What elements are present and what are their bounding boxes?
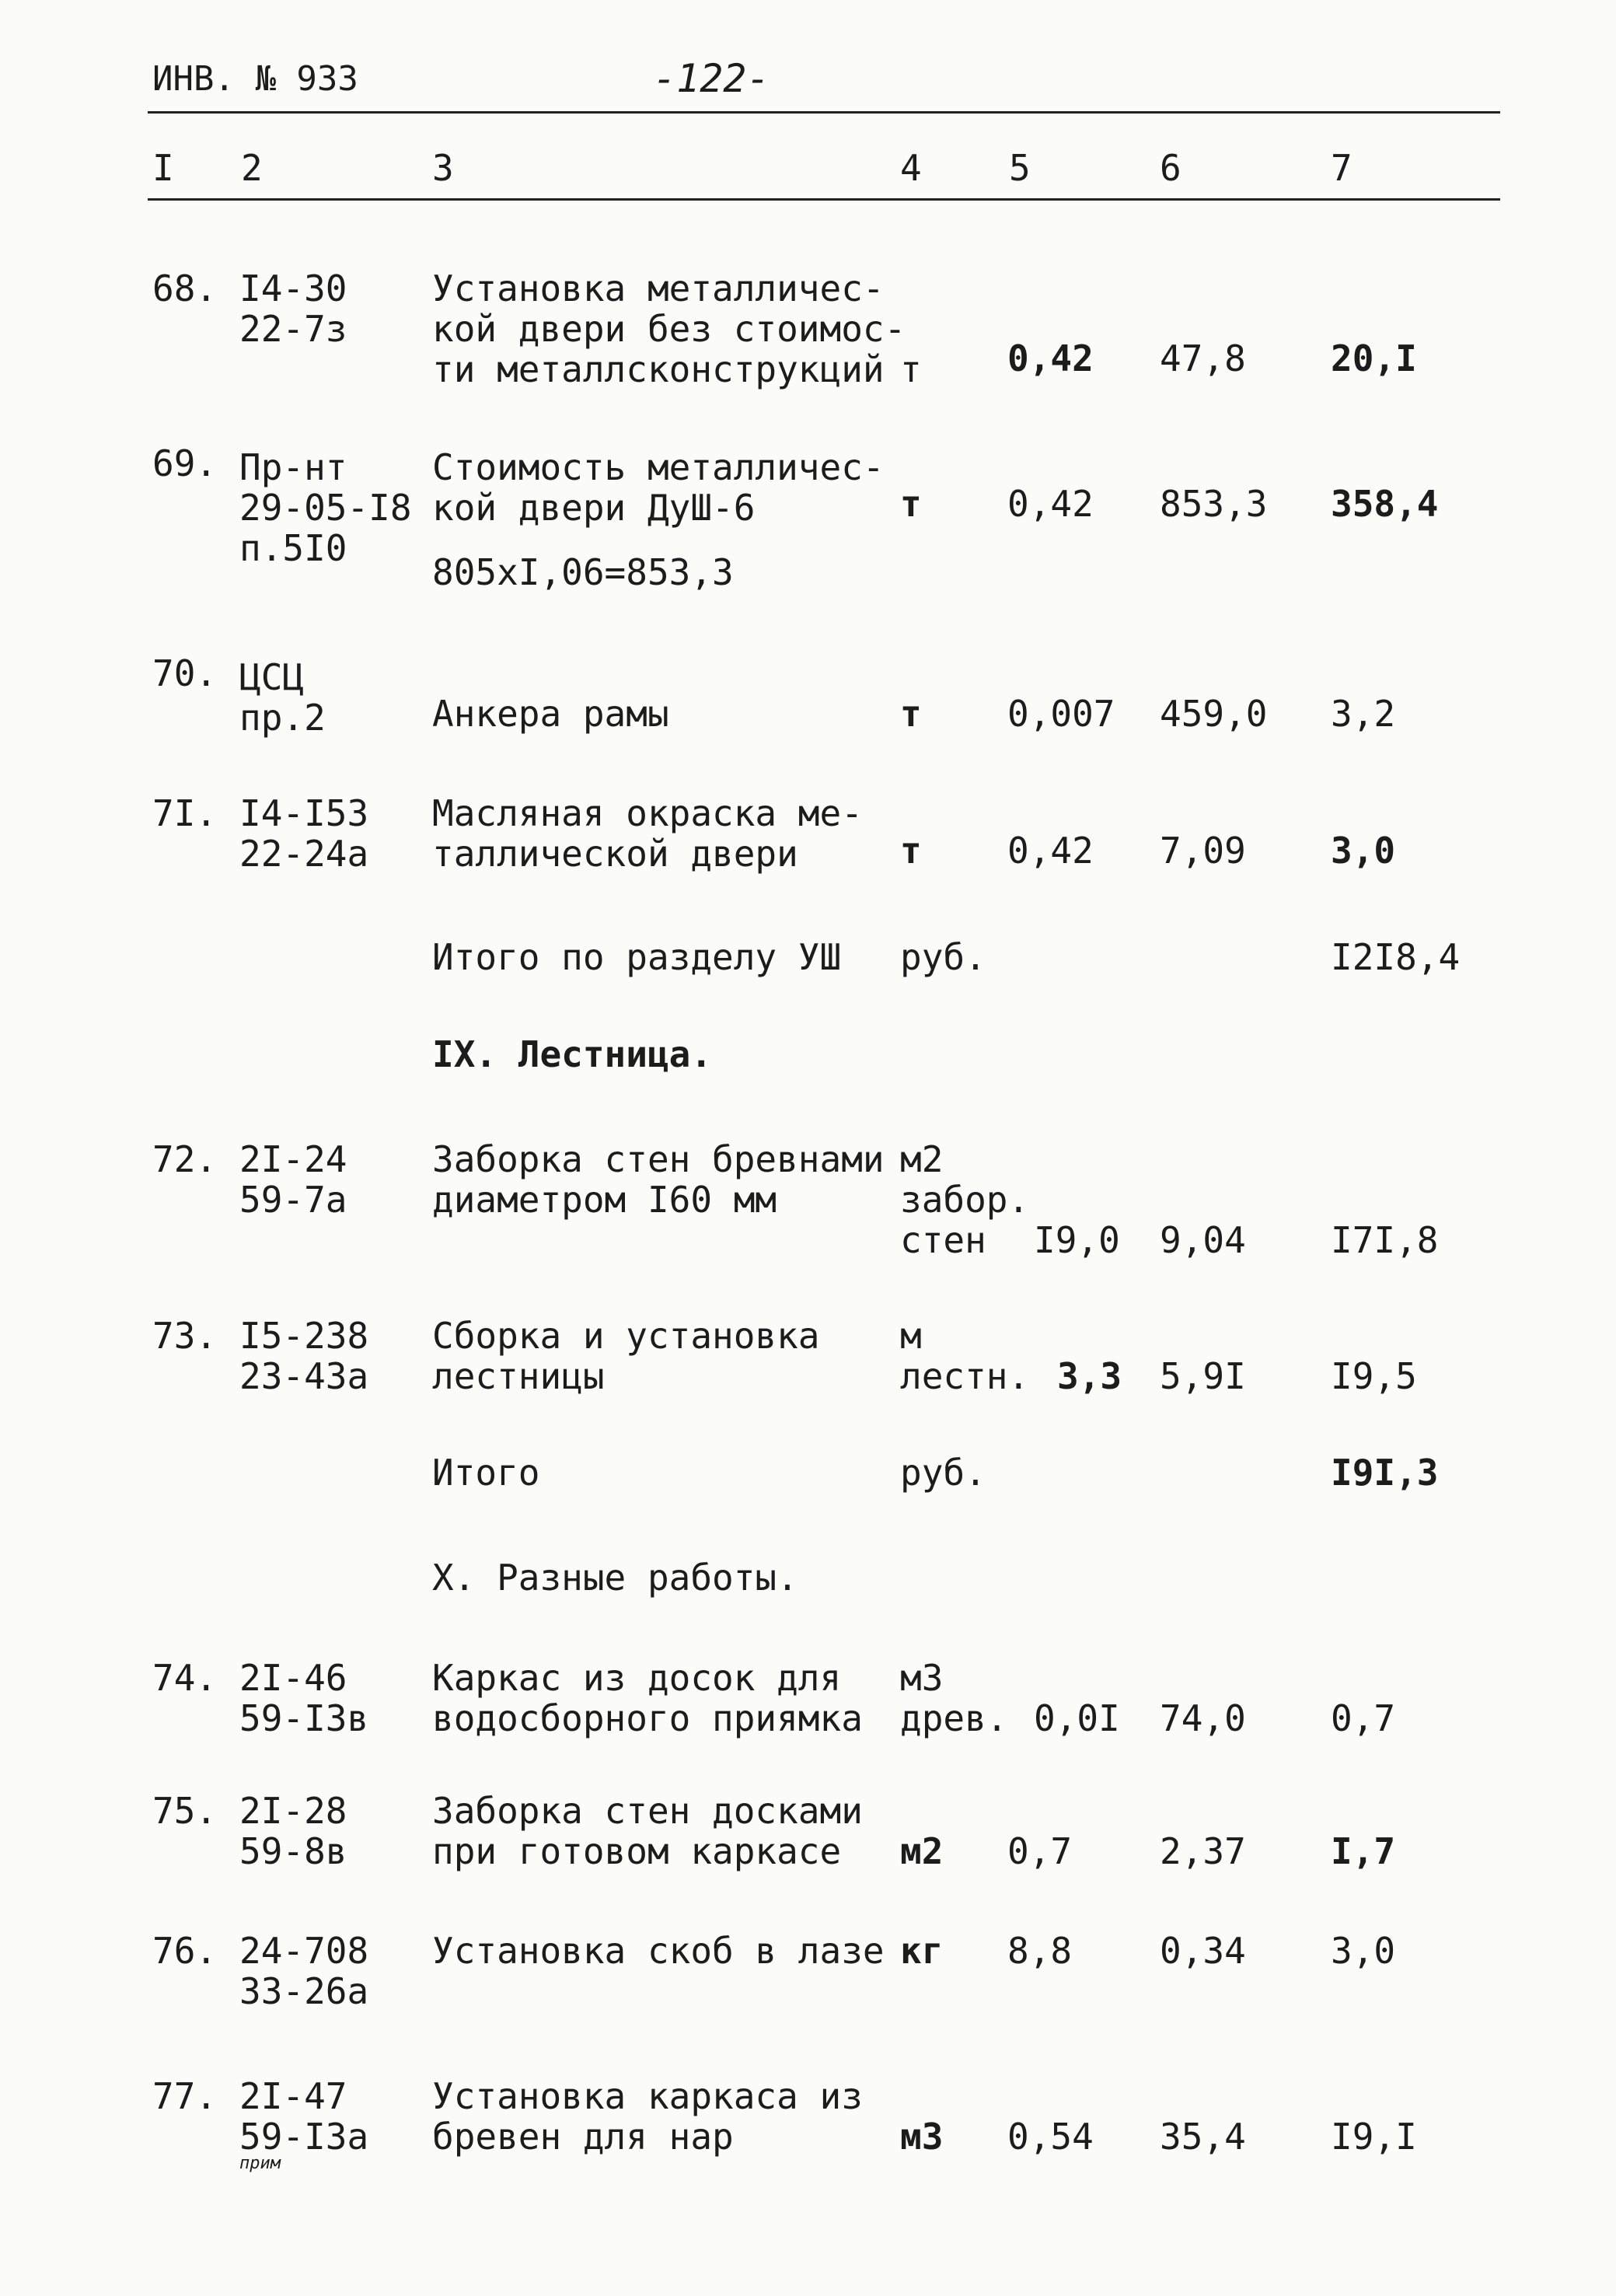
row-number: 73. bbox=[152, 1315, 218, 1357]
section-9-total-label: Итого bbox=[432, 1452, 540, 1494]
row-number: 70. bbox=[152, 652, 218, 694]
header-rule-bottom bbox=[148, 198, 1500, 201]
inventory-number: ИНВ. № 933 bbox=[152, 59, 358, 99]
row-number: 75. bbox=[152, 1790, 218, 1832]
row-price: 5,9I bbox=[1160, 1355, 1246, 1397]
column-header-5: 5 bbox=[1009, 147, 1031, 189]
row-unit: т bbox=[900, 693, 922, 735]
row-price: 459,0 bbox=[1160, 693, 1268, 735]
row-quantity: 3,3 bbox=[1057, 1355, 1122, 1397]
section-9-total-value: I9I,3 bbox=[1331, 1452, 1439, 1494]
row-code: 2I-28 59-8в bbox=[239, 1790, 347, 1872]
row-calculation-note: 805xI,06=853,3 bbox=[432, 551, 734, 593]
row-description: Масляная окраска ме- таллической двери bbox=[432, 792, 863, 875]
row-number: 69. bbox=[152, 442, 218, 484]
row-price: 9,04 bbox=[1160, 1219, 1246, 1261]
row-number: 74. bbox=[152, 1657, 218, 1699]
row-quantity: 0,42 bbox=[1007, 830, 1094, 872]
row-price: 7,09 bbox=[1160, 830, 1246, 872]
row-unit: кг bbox=[900, 1930, 944, 1972]
row-total: 358,4 bbox=[1331, 483, 1439, 525]
row-description: Установка металличес- кой двери без стоимос- ти металлсконструкций bbox=[432, 267, 906, 390]
row-description: Установка каркаса из бревен для нар bbox=[432, 2075, 863, 2158]
row-quantity: 0,7 bbox=[1007, 1830, 1073, 1872]
header-rule-top bbox=[148, 111, 1500, 114]
page-number: -122- bbox=[653, 56, 770, 101]
row-total: 3,0 bbox=[1331, 830, 1396, 872]
row-code: ЦСЦ пр.2 bbox=[239, 656, 326, 739]
column-header-7: 7 bbox=[1331, 147, 1352, 189]
row-total: 3,2 bbox=[1331, 693, 1396, 735]
row-price: 0,34 bbox=[1160, 1930, 1246, 1972]
row-description: Анкера рамы bbox=[432, 693, 669, 735]
row-unit: м2 bbox=[900, 1830, 944, 1872]
section-8-total-value: I2I8,4 bbox=[1331, 936, 1461, 978]
row-unit: м2 забор. стен bbox=[900, 1138, 1030, 1261]
row-code: I5-238 23-43а bbox=[239, 1315, 369, 1397]
row-unit: т bbox=[900, 830, 922, 872]
column-header-1: I bbox=[152, 147, 174, 189]
handwritten-note: прим bbox=[239, 2154, 281, 2173]
row-quantity: 0,42 bbox=[1007, 483, 1094, 525]
row-total: I9,I bbox=[1331, 2116, 1417, 2158]
row-description: Сборка и установка лестницы bbox=[432, 1315, 820, 1397]
row-price: 853,3 bbox=[1160, 483, 1268, 525]
row-number: 72. bbox=[152, 1138, 218, 1180]
row-number: 68. bbox=[152, 267, 218, 309]
row-price: 47,8 bbox=[1160, 337, 1246, 379]
column-header-4: 4 bbox=[900, 147, 922, 189]
row-code: Пр-нт 29-05-I8 п.5I0 bbox=[239, 446, 412, 569]
row-unit: т bbox=[900, 348, 922, 390]
row-number: 76. bbox=[152, 1930, 218, 1972]
row-total: 0,7 bbox=[1331, 1697, 1396, 1739]
row-code: I4-30 22-7з bbox=[239, 267, 347, 350]
row-quantity: 0,54 bbox=[1007, 2116, 1094, 2158]
row-total: 20,I bbox=[1331, 337, 1417, 379]
column-header-6: 6 bbox=[1160, 147, 1181, 189]
section-8-total-label: Итого по разделу УШ bbox=[432, 936, 842, 978]
row-price: 2,37 bbox=[1160, 1830, 1246, 1872]
section-10-title: X. Разные работы. bbox=[432, 1557, 798, 1599]
row-description: Каркас из досок для водосборного приямка bbox=[432, 1657, 863, 1739]
column-header-3: 3 bbox=[432, 147, 454, 189]
row-unit: м3 bbox=[900, 2116, 944, 2158]
row-quantity: 8,8 bbox=[1007, 1930, 1073, 1972]
row-total: I,7 bbox=[1331, 1830, 1396, 1872]
row-quantity: 0,42 bbox=[1007, 337, 1094, 379]
row-quantity: I9,0 bbox=[1034, 1219, 1120, 1261]
section-9-total-unit: руб. bbox=[900, 1452, 986, 1494]
row-total: I7I,8 bbox=[1331, 1219, 1439, 1261]
row-quantity: 0,0I bbox=[1034, 1697, 1120, 1739]
row-price: 74,0 bbox=[1160, 1697, 1246, 1739]
row-unit: м3 древ. bbox=[900, 1657, 1008, 1739]
row-description: Установка скоб в лазе bbox=[432, 1930, 885, 1972]
row-unit: т bbox=[900, 483, 922, 525]
row-code: 2I-24 59-7а bbox=[239, 1138, 347, 1221]
section-8-total-unit: руб. bbox=[900, 936, 986, 978]
row-code: I4-I53 22-24а bbox=[239, 792, 369, 875]
row-code: 24-708 33-26а bbox=[239, 1930, 369, 2012]
row-code: 2I-46 59-I3в bbox=[239, 1657, 369, 1739]
row-total: I9,5 bbox=[1331, 1355, 1417, 1397]
column-header-2: 2 bbox=[241, 147, 263, 189]
row-description: Стоимость металличес- кой двери ДуШ-6 bbox=[432, 446, 885, 529]
section-9-title: IX. Лестница. bbox=[432, 1033, 713, 1075]
row-total: 3,0 bbox=[1331, 1930, 1396, 1972]
row-quantity: 0,007 bbox=[1007, 693, 1115, 735]
row-number: 7I. bbox=[152, 792, 218, 834]
row-description: Заборка стен бревнами диаметром I60 мм bbox=[432, 1138, 885, 1221]
row-code: 2I-47 59-I3а bbox=[239, 2075, 369, 2158]
row-unit: м лестн. bbox=[900, 1315, 1030, 1397]
row-price: 35,4 bbox=[1160, 2116, 1246, 2158]
row-description: Заборка стен досками при готовом каркасе bbox=[432, 1790, 863, 1872]
row-number: 77. bbox=[152, 2075, 218, 2117]
